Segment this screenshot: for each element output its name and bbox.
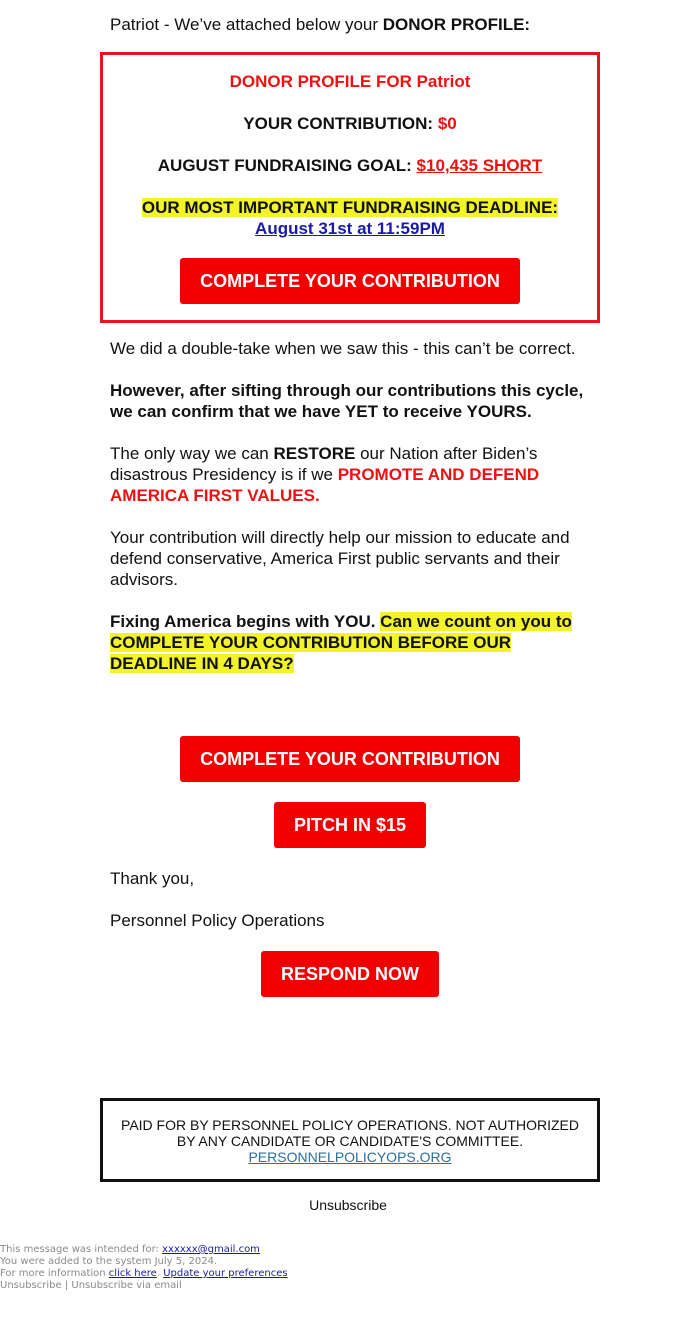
respond-now-button[interactable]: RESPOND NOW bbox=[261, 951, 439, 997]
paragraph-1: We did a double-take when we saw this - this can’t be correct. bbox=[110, 339, 576, 358]
p5-highlight: Can we count on you to COMPLETE YOUR CONTRIBUTION BEFORE OUR DEADLINE IN 4 DAYS? bbox=[110, 612, 572, 673]
deadline-date-line bbox=[103, 219, 597, 239]
intro-bold: DONOR PROFILE: bbox=[382, 15, 531, 34]
disclaimer-text: PAID FOR BY PERSONNEL POLICY OPERATIONS. NOT AUTHORIZED BY ANY CANDIDATE OR CANDIDATE'S COMMITTEE. bbox=[121, 1117, 579, 1149]
goal-label: AUGUST FUNDRAISING GOAL: bbox=[157, 156, 417, 175]
unsubscribe-link[interactable]: Unsubscribe bbox=[309, 1197, 387, 1213]
intended-line bbox=[0, 1244, 260, 1256]
pitch-in-button[interactable]: PITCH IN $15 bbox=[274, 802, 426, 848]
intended-email-link[interactable]: xxxxxx@gmail.com bbox=[162, 1244, 260, 1255]
intro-line bbox=[110, 14, 530, 35]
more-prefix: For more information bbox=[0, 1268, 109, 1279]
contribution-line bbox=[103, 114, 597, 134]
p3-promote: PROMOTE AND DEFEND AMERICA FIRST VALUES. bbox=[110, 465, 540, 505]
p5-part-a: Fixing America begins with YOU. bbox=[110, 612, 381, 631]
complete-contribution-button[interactable]: COMPLETE YOUR CONTRIBUTION bbox=[180, 736, 520, 782]
complete-contribution-button-top[interactable]: COMPLETE YOUR CONTRIBUTION bbox=[180, 258, 520, 304]
update-preferences-link[interactable]: Update your preferences bbox=[163, 1268, 288, 1279]
disclaimer-box bbox=[100, 1098, 600, 1182]
p3-part-c: our Nation after Biden’s disastrous Presidency is if we bbox=[110, 444, 538, 484]
deadline-line bbox=[103, 198, 597, 218]
goal-value-link[interactable]: $10,435 SHORT bbox=[416, 156, 543, 175]
contribution-value: $0 bbox=[437, 114, 457, 133]
goal-line bbox=[103, 156, 597, 176]
donor-profile-box bbox=[100, 52, 600, 323]
intended-prefix: This message was intended for: bbox=[0, 1244, 163, 1255]
thanks-text: Thank you, bbox=[110, 869, 195, 888]
website-link[interactable]: PERSONNELPOLICYOPS.ORG bbox=[248, 1149, 452, 1165]
paragraph-4: Your contribution will directly help our mission to educate and defend conservative, America First public servants and their advisors. bbox=[110, 528, 570, 589]
org-name: Personnel Policy Operations bbox=[110, 911, 325, 930]
profile-title: DONOR PROFILE FOR Patriot bbox=[229, 72, 471, 91]
contribution-label: YOUR CONTRIBUTION: bbox=[243, 114, 438, 133]
click-here-link[interactable]: click here bbox=[108, 1268, 157, 1279]
paragraph-3 bbox=[110, 443, 590, 506]
added-line: You were added to the system July 5, 2024. bbox=[0, 1256, 218, 1267]
deadline-label: OUR MOST IMPORTANT FUNDRAISING DEADLINE: bbox=[141, 198, 559, 217]
paragraph-2: However, after sifting through our contributions this cycle, we can confirm that we have YET to receive YOURS. bbox=[110, 381, 584, 421]
p3-part-a: The only way we can bbox=[110, 444, 274, 463]
body-text bbox=[110, 338, 590, 674]
unsubscribe-options[interactable]: Unsubscribe | Unsubscribe via email bbox=[0, 1280, 182, 1291]
p3-restore: RESTORE bbox=[273, 444, 356, 463]
deadline-date-link[interactable]: August 31st at 11:59PM bbox=[255, 219, 445, 238]
more-info-line bbox=[0, 1268, 288, 1280]
paragraph-5 bbox=[110, 611, 590, 674]
intro-prefix: Patriot - We’ve attached below your bbox=[110, 15, 383, 34]
more-sep: . bbox=[156, 1268, 164, 1279]
